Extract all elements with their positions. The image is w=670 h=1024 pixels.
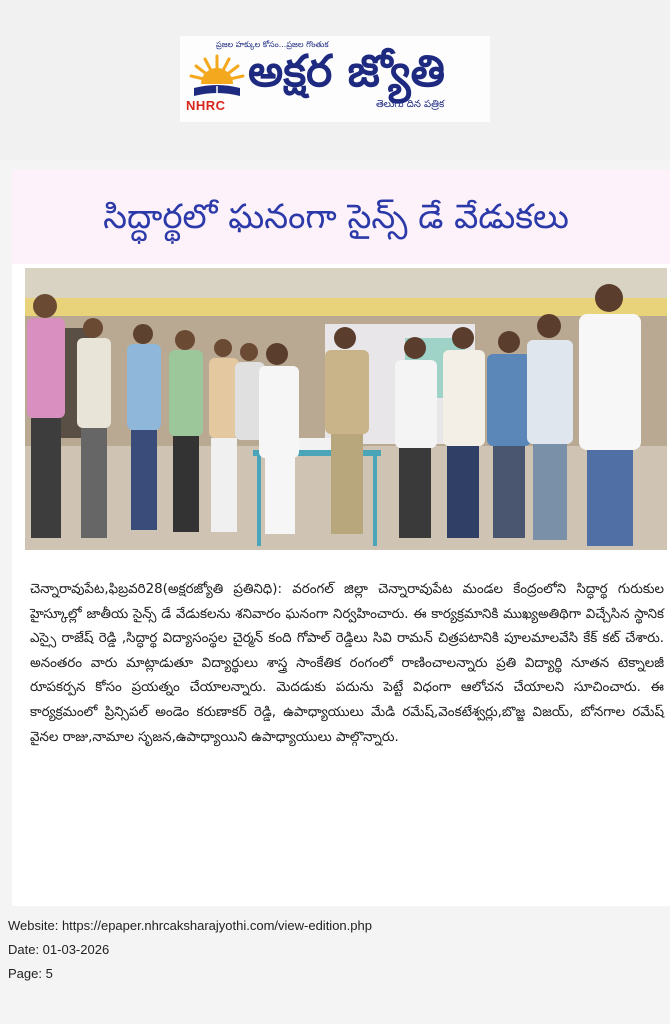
logo-nhrc-text: NHRC bbox=[186, 98, 226, 113]
footer-date: Date: 01-03-2026 bbox=[8, 942, 110, 957]
footer-website: Website: https://epaper.nhrcaksharajyothi.com/view-edition.php bbox=[8, 918, 372, 933]
article-photo bbox=[25, 268, 667, 550]
news-article bbox=[12, 170, 670, 906]
newspaper-subtitle: తెలుగు దిన పత్రిక bbox=[376, 99, 445, 110]
article-headline: సిద్ధార్థలో ఘనంగా సైన్స్ డే వేడుకలు bbox=[103, 197, 569, 237]
newspaper-logo bbox=[180, 36, 490, 122]
masthead bbox=[0, 0, 670, 160]
rising-sun-icon bbox=[188, 52, 246, 100]
footer-page: Page: 5 bbox=[8, 966, 53, 981]
group-photo-icon bbox=[25, 268, 667, 550]
logo-tagline: ప్రజల హక్కుల కోసం...ప్రజల గొంతుక bbox=[216, 40, 329, 49]
page-footer bbox=[8, 914, 372, 986]
headline-band bbox=[12, 170, 670, 264]
article-body: చెన్నారావుపేట,ఫిబ్రవరి28(అక్షరజ్యోతి ప్రతినిధి): వరంగల్ జిల్లా చెన్నారావుపేట మండల కేంద్రంలోని సిద్ధార్థ గురుకుల హైస్కూల్లో జాతీయ సైన్స్ డే వేడుకలను శనివారం ఘనంగా నిర్వహించారు. ఈ కార్యక్రమానికి ముఖ్యఅతిథిగా విచ్చేసిన స్థానిక ఎస్సై రాజేష్ రెడ్డి ,సిద్ధార్థ విద్యాసంస్థల చైర్మన్ కంది గోపాల్ రెడ్డిలు సివి రామన్ చిత్రపటానికి పూలమాలవేసి కేక్ కట్ చేశారు. అనంతరం వారు మాట్లాడుతూ విద్యార్థులు శాస్త్ర సాంకేతిక రంగంలో రాణించాలన్నారు ప్రతి విద్యార్థి నూతన టెక్నాలజీ రూపకర్పన కోసం ప్రయత్నం చేయాలన్నారు. మెదడుకు పదును పెట్టే విధంగా ఆలోచన చేయాలని సూచించారు. ఈ కార్యక్రమంలో ప్రిన్సిపల్ అండెం కరుణాకర్ రెడ్డి, ఉపాధ్యాయులు మేడి రమేష్,వెంకటేశ్వర్లు,బొజ్జ విజయ్, బోనగాల రమేష్ వైనల రాజు,నామాల సృజన,ఉపాధ్యాయిని ఉపాధ్యాయులు పాల్గొన్నారు. bbox=[30, 582, 664, 745]
newspaper-name: అక్షర జ్యోతి bbox=[248, 46, 445, 97]
